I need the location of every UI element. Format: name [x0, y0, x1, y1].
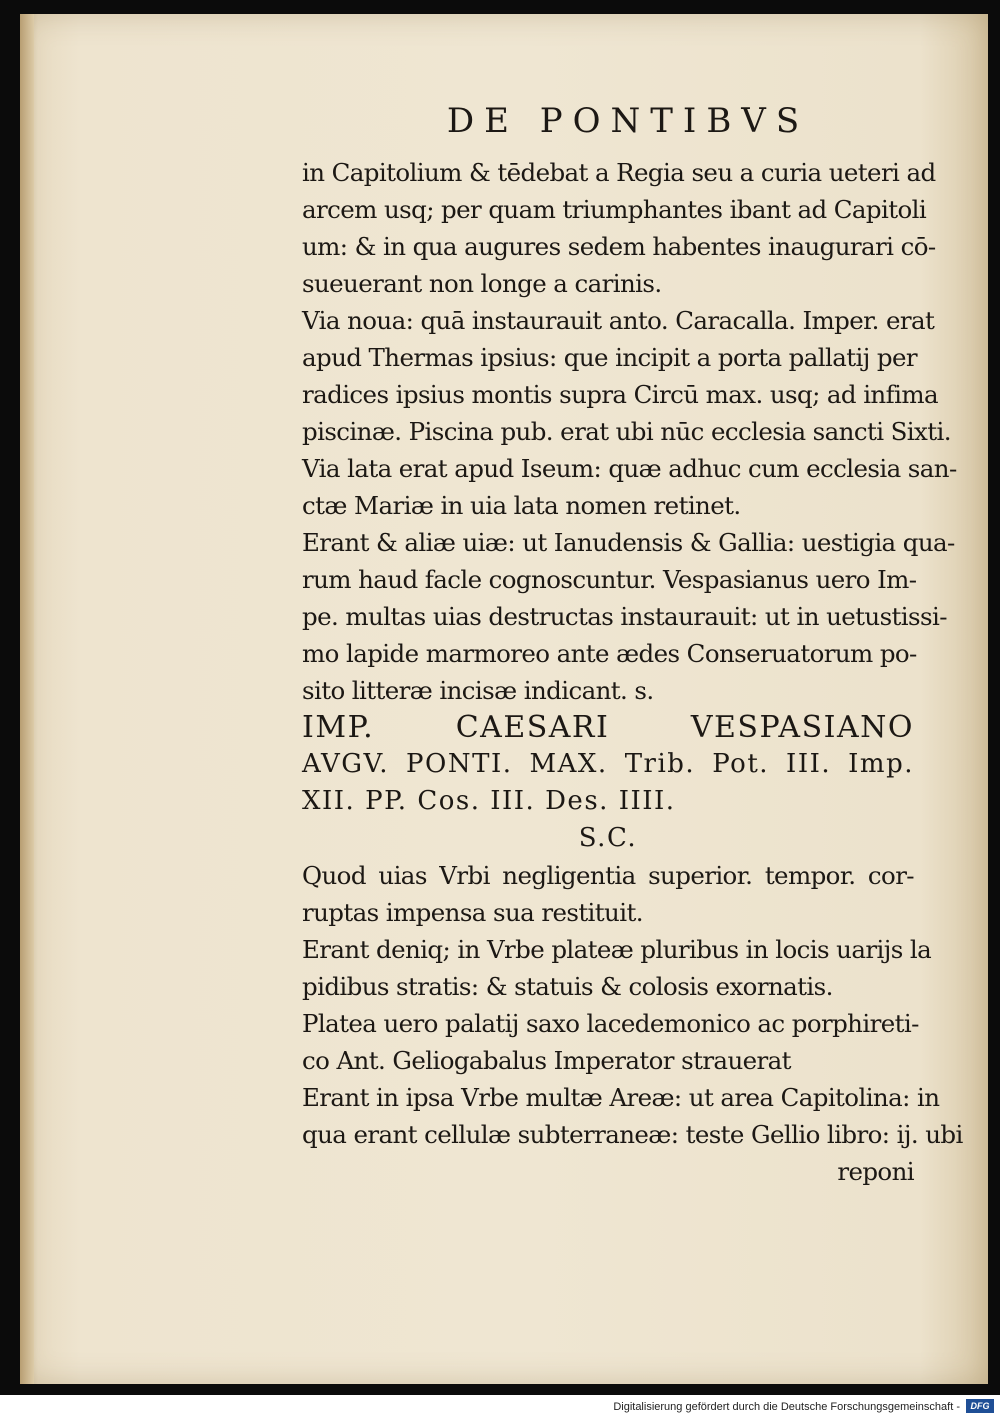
text-line: Via lata erat apud Iseum: quæ adhuc cum ecclesia san- [302, 454, 957, 483]
text-line: rum haud facle cognoscuntur. Vespasianus uero Im- [302, 565, 917, 594]
text-line: apud Thermas ipsius: que incipit a porta pallatij per [302, 343, 917, 372]
page-text-block [302, 100, 963, 1190]
text-line: Quod uias Vrbi negligentia superior. tempor. cor- [302, 861, 914, 890]
catchword: reponi [837, 1157, 914, 1186]
text-line: in Capitolium & tēdebat a Regia seu a curia ueteri ad [302, 158, 936, 187]
text-line: ctæ Mariæ in uia lata nomen retinet. [302, 491, 741, 520]
text-line: pe. multas uias destructas instaurauit: ut in uetustissi- [302, 602, 947, 631]
text-line: mo lapide marmoreo ante ædes Conseruatorum po- [302, 639, 917, 668]
text-line: ruptas impensa sua restituit. [302, 898, 643, 927]
text-line: um: & in qua augures sedem habentes inaugurari cō- [302, 232, 936, 261]
text-line: pidibus stratis: & statuis & colosis exornatis. [302, 972, 833, 1001]
text-line: arcem usq; per quam triumphantes ibant ad Capitoli [302, 195, 927, 224]
text-line: Erant deniq; in Vrbe plateæ pluribus in locis uarijs la [302, 935, 932, 964]
page-edge [20, 14, 34, 1384]
inscription-line: XII. PP. Cos. III. Des. IIII. [302, 786, 676, 816]
text-line: piscinæ. Piscina pub. erat ubi nūc ecclesia sancti Sixti. [302, 417, 951, 446]
inscription-line: S.C. [578, 823, 638, 853]
text-line: sueuerant non longe a carinis. [302, 269, 662, 298]
dfg-logo: DFG [966, 1399, 994, 1413]
text-line: radices ipsius montis supra Circū max. usq; ad infima [302, 380, 938, 409]
text-line: co Ant. Geliogabalus Imperator strauerat [302, 1046, 791, 1075]
footer-bar [0, 1396, 1000, 1418]
text-line: sito litteræ incisæ indicant. s. [302, 676, 654, 705]
text-line: qua erant cellulæ subterraneæ: teste Gellio libro: ij. ubi [302, 1120, 963, 1149]
running-head: DE PONTIBVS [446, 101, 810, 141]
inscription-line: IMP. CAESARI VESPASIANO [302, 710, 914, 745]
funding-notice: Digitalisierung gefördert durch die Deutsche Forschungsgemeinschaft - [613, 1401, 960, 1413]
inscription-line: AVGV. PONTI. MAX. Trib. Pot. III. Imp. [302, 749, 914, 779]
text-line: Via noua: quā instaurauit anto. Caracalla. Imper. erat [302, 306, 935, 335]
text-line: Platea uero palatij saxo lacedemonico ac porphireti- [302, 1009, 919, 1038]
text-line: Erant & aliæ uiæ: ut Ianudensis & Gallia: uestigia qua- [302, 528, 955, 557]
text-line: Erant in ipsa Vrbe multæ Areæ: ut area Capitolina: in [302, 1083, 940, 1112]
